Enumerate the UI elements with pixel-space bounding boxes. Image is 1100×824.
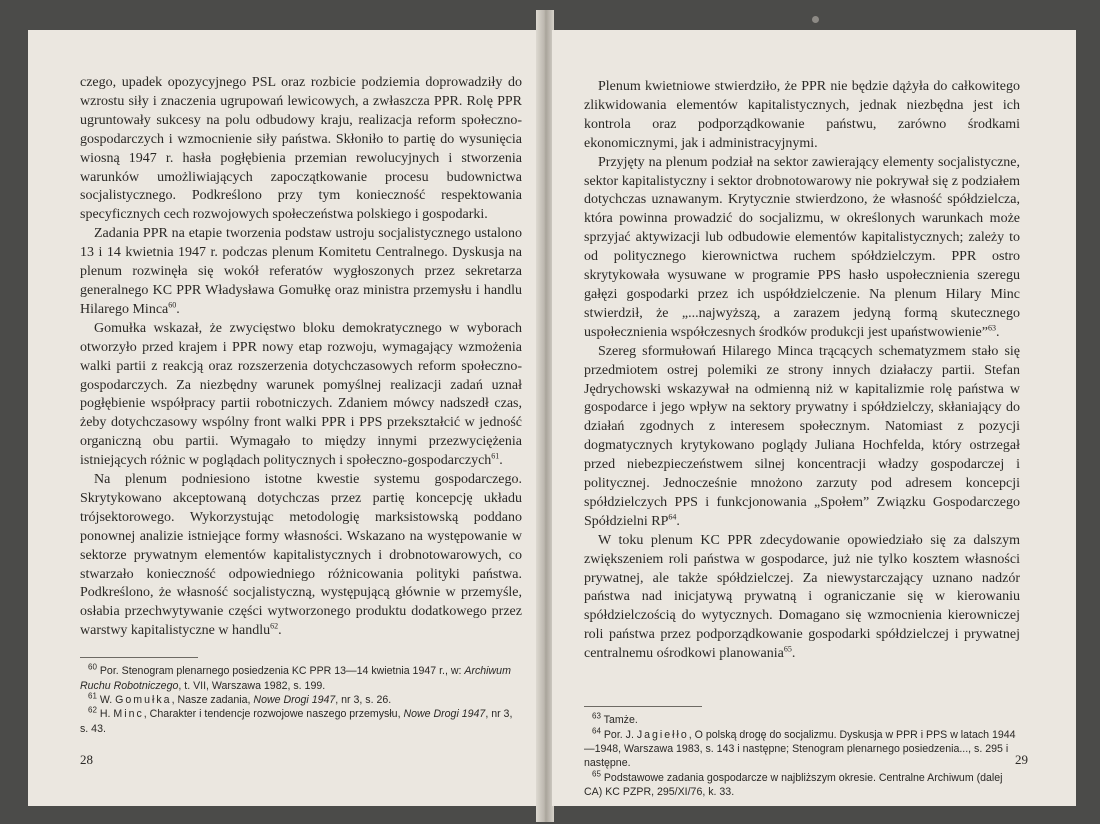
paragraph: Plenum kwietniowe stwierdziło, że PPR nie będzie dążyła do całkowitego zlikwidowania elementów kapitalistycznych, jednak niezbędna jest ich kontrola oraz podporządkowanie państwu, zarówno środkami ekonomicznymi, jak i administracyjnymi.: [584, 79, 1020, 151]
right-footnotes: [584, 713, 1020, 799]
footnote: $^{65}$ Podstawowe zadania gospodarcze w najbliższym okresie. Centralne Archiwum (dalej CA) KC PZPR, 295/XI/76, k. 33.: [584, 769, 1003, 799]
footnote-ref: 61: [491, 451, 500, 461]
paragraph: Gomułka wskazał, że zwycięstwo bloku demokratycznego w wyborach otworzyło przed krajem i PPR nowy etap rozwoju, wymagający wzmożenia walki partii z reakcją oraz rozszerzenia dotychczasowych reform społeczno-gospodarczych. Za niezbędny warunek pomyślnej realizacji zadań uznał pogłębienie współpracy partii robotniczych. Zdaniem mówcy nadszedł czas, żeby dotychczasowy wspólny front walki PPR i PPS przekształcić w jedność organiczną obu partii. Wymagało to między innymi przezwyciężenia istniejących różnic w poglądach politycznych i społeczno-gospodarczych$^{61}$.: [80, 320, 522, 469]
page-number: 29: [1015, 752, 1028, 767]
right-body-text: [584, 78, 1020, 664]
paragraph: W toku plenum KC PPR zdecydowanie opowiedziało się za dalszym zwiększeniem roli państwa w gospodarce, już nie tylko kosztem własności prywatnej, ale także spółdzielczej. Za niewystarczający uznano nadzór państwa nad inicjatywą prywatną i ograniczanie się w kierowaniu spółdzielczością do wytycznych. Domagano się wzmocnienia kierowniczej roli państwa przez podporządkowanie gospodarki spółdzielczej i prywatnej centralnemu ośrodkowi planowania$^{65}$.: [584, 532, 1020, 662]
footnote-divider: [80, 657, 198, 658]
footnote-ref: 64: [668, 512, 677, 522]
right-page: [552, 30, 1076, 806]
paragraph: Na plenum podniesiono istotne kwestie systemu gospodarczego. Skrytykowano akceptowaną dotychczas przez partię koncepcję układu trójsektorowego. Wykorzystując metodologię marksistowską poddano ponownej analizie istniejące formy własności. Wskazano na występowanie w sektorze prywatnym elementów kapitalistycznych i drobnotowarowych, co stwarzało konieczność odpowiedniego różnicowania polityki państwa. Podkreślono, że własność socjalistyczną, występującą głównie w przemyśle, osłabia przechwytywanie części wytworzonego produktu dodatkowego przez warstwy kapitalistyczne w handlu$^{62}$.: [80, 472, 522, 639]
footnote-ref: 65: [783, 644, 792, 654]
footnote-divider: [584, 706, 702, 707]
left-text-column: [80, 74, 522, 736]
paragraph: Zadania PPR na etapie tworzenia podstaw ustroju socjalistycznego ustalono 13 i 14 kwietnia 1947 r. podczas plenum Komitetu Centralnego. Dyskusja na plenum rozwinęła się wokół referatów wygłoszonych przez sekretarza generalnego KC PPR Władysława Gomułkę oraz ministra przemysłu i handlu Hilarego Minca$^{60}$.: [80, 226, 522, 317]
staple-mark: [812, 16, 819, 23]
footnote-ref: 63: [987, 323, 996, 333]
footnote: $^{61}$ W. Gomułka, Nasze zadania, Nowe Drogi 1947, nr 3, s. 26.: [88, 691, 392, 706]
paragraph: czego, upadek opozycyjnego PSL oraz rozbicie podziemia doprowadziły do wzrostu siły i znaczenia ugrupowań lewicowych, a zwłaszcza PPR. Rolę PPR ugruntowały sukcesy na polu odbudowy kraju, realizacja reform społeczno-gospodarczych i wzmocnienie siły państwa. Skłoniło to partię do wysunięcia wiosną 1947 r. hasła pogłębienia przemian rewolucyjnych i stworzenia warunków umożliwiających zapoczątkowanie procesu budownictwa socjalistycznego. Podkreślono przy tym konieczność respektowania specyficznych cech rozwojowych społeczeństwa polskiego i gospodarki.: [80, 75, 522, 223]
footnote: $^{62}$ H. Minc, Charakter i tendencje rozwojowe naszego przemysłu, Nowe Drogi 1947, nr 3, s. 43.: [80, 705, 513, 735]
right-text-column: [584, 78, 1020, 800]
footnote: $^{64}$ Por. J. Jagiełło, O polską drogę do socjalizmu. Dyskusja w PPR i PPS w latach 1944—1948, Warszawa 1983, s. 143 i następne; Stenogram plenarnego posiedzenia..., s. 295 i następne.: [584, 725, 1016, 770]
footnote: $^{63}$ Tamże.: [592, 711, 638, 727]
page-number: 28: [80, 752, 93, 767]
left-footnotes: [80, 664, 522, 736]
paragraph: Szereg sformułowań Hilarego Minca trącących schematyzmem stało się przedmiotem ostrej polemiki ze strony innych działaczy partii. Stefan Jędrychowski wskazywał na odmienną niż w kapitalizmie rolę państwa w gospodarce i jego wpływ na sektory prywatny i spółdzielczy, skłaniający do działań zgodnych z interesem społecznym. Natomiast z pozycji dogmatycznych krytykowano poglądy Juliana Hochfelda, który ostrzegał przed niebezpieczeństwem silnej koncentracji władzy gospodarczej i politycznej. Jednocześnie mnożono zarzuty pod adresem koncepcji spółdzielczych PPS i funkcjonowania „Społem” Związku Gospodarczego Spółdzielni RP$^{64}$.: [584, 343, 1020, 529]
left-body-text: [80, 74, 522, 641]
footnote-ref: 60: [168, 300, 177, 310]
footnote: $^{60}$ Por. Stenogram plenarnego posiedzenia KC PPR 13—14 kwietnia 1947 r., w: Archiwum Ruchu Robotniczego, t. VII, Warszawa 1982, s. 199.: [80, 662, 511, 692]
footnote-ref: 62: [270, 621, 279, 631]
left-page: [28, 30, 538, 806]
paragraph: Przyjęty na plenum podział na sektor zawierający elementy socjalistyczne, sektor kapitalistyczny i sektor drobnotowarowy nie pokrywał się z podziałem dotychczas uznawanym. Krytycznie stwierdzono, że własność spółdzielcza, która powinna prowadzić do socjalizmu, w określonych warunkach może sprzyjać aktywizacji lub odbudowie elementów kapitalistycznych; zależy to od politycznego kierownictwa ruchem spółdzielczym. PPR ostro skrytykowała wysuwane w programie PPS hasło uspołecznienia szeregu gałęzi gospodarki przez ich uspółdzielczenie. Na plenum Hilary Minc stwierdził, że „...najwyższą, a zarazem jedyną formą skutecznego uspołecznienia współczesnych środków produkcji jest upaństwowienie”$^{63}$.: [584, 154, 1020, 340]
